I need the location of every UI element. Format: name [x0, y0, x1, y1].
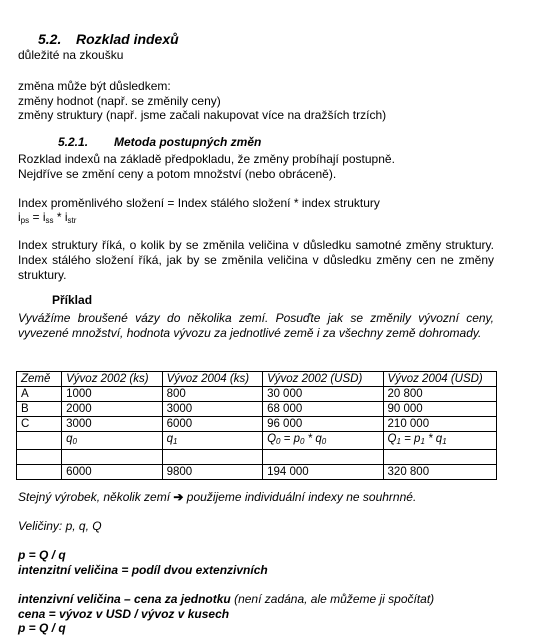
p-formula-2: p = Q / q — [18, 621, 66, 635]
table-cell — [383, 450, 496, 465]
table-cell-q1 — [162, 432, 262, 450]
table-cell: A — [17, 387, 62, 402]
table-cell: 6000 — [162, 417, 262, 432]
intensive-rest: – cena za jednotku — [120, 592, 235, 606]
table-cell: 68 000 — [263, 402, 383, 417]
table-header-cell: Vývoz 2004 (USD) — [383, 372, 496, 387]
table-cell — [17, 465, 62, 480]
symbol-p: p — [414, 433, 421, 445]
individual-indices-note — [18, 490, 416, 504]
table-cell: 9800 — [162, 465, 262, 480]
table-cell — [17, 432, 62, 450]
table-cell: 96 000 — [263, 417, 383, 432]
price-definition: cena = vývoz v USD / vývoz v kusech — [18, 607, 230, 621]
table-header-row — [17, 372, 497, 387]
table-header-cell: Vývoz 2002 (ks) — [62, 372, 162, 387]
table-cell: 90 000 — [383, 402, 496, 417]
explanation-paragraph: Index struktury říká, o kolik by se změnila veličina v důsledku samotné změny struktury. Index stálého složení říká, jak by se změnila veličina v důsledku změny cen ne změny struktury. — [18, 238, 494, 282]
symbol-sub: 1 — [420, 437, 425, 446]
table-cell: 800 — [162, 387, 262, 402]
section-title: Rozklad indexů — [76, 31, 179, 47]
formula-sub-ss: ss — [45, 216, 54, 225]
change-structure: změny struktury (např. jsme začali nakupovat více na dražších trzích) — [18, 108, 387, 122]
section-heading — [38, 31, 179, 47]
symbol-sub: 1 — [396, 437, 401, 446]
symbol-times: * — [424, 433, 436, 445]
symbol-p: p — [293, 433, 300, 445]
table-cell: 20 800 — [383, 387, 496, 402]
symbol-Q: Q — [267, 433, 277, 445]
symbol-sub: 0 — [321, 437, 327, 446]
symbol-q: q — [435, 433, 443, 445]
intensive-note: (není zadána, ale můžeme ji spočítat) — [234, 592, 435, 606]
formula-symbolic — [18, 210, 76, 228]
note-text: použijeme individuální indexy ne souhrnné. — [183, 490, 417, 504]
symbol-q: q — [166, 433, 173, 445]
arrow-icon: ➔ — [173, 490, 184, 504]
table-cell — [162, 450, 262, 465]
table-cell: 3000 — [62, 417, 162, 432]
table-row — [17, 387, 497, 402]
table-cell — [62, 450, 162, 465]
table-cell: 194 000 — [263, 465, 383, 480]
table-cell: 6000 — [62, 465, 162, 480]
formula-sub-str: str — [67, 216, 77, 225]
section-number: 5.2. — [38, 31, 62, 47]
table-cell — [17, 450, 62, 465]
change-values: změny hodnot (např. se změnily ceny) — [18, 94, 221, 108]
intensive-price-line — [18, 592, 434, 606]
table-cell-Q1 — [383, 432, 496, 450]
table-empty-row — [17, 450, 497, 465]
symbol-equals: = — [400, 433, 415, 445]
table-cell: 210 000 — [383, 417, 496, 432]
formula-i: i — [42, 210, 46, 224]
table-header-cell: Vývoz 2002 (USD) — [263, 372, 383, 387]
table-cell: 320 800 — [383, 465, 496, 480]
change-intro: změna může být důsledkem: — [18, 79, 171, 93]
note-text: Stejný výrobek, několik zemí — [18, 490, 174, 504]
table-total-row — [17, 465, 497, 480]
variables-line: Veličiny: p, q, Q — [18, 519, 102, 533]
subsection-heading — [58, 135, 261, 149]
method-line-2: Nejdříve se změní ceny a potom množství (nebo obráceně). — [18, 167, 337, 181]
table-cell: 1000 — [62, 387, 162, 402]
symbol-sub: 1 — [173, 437, 178, 446]
table-cell-Q0 — [263, 432, 383, 450]
formula-i: i — [18, 210, 21, 224]
subsection-number: 5.2.1. — [58, 135, 89, 149]
table-row — [17, 417, 497, 432]
p-formula-1: p = Q / q — [18, 548, 66, 562]
table-cell: 3000 — [162, 402, 262, 417]
table-cell-q0 — [62, 432, 162, 450]
exam-note: důležité na zkoušku — [18, 48, 124, 62]
subsection-title: Metoda postupných změn — [114, 135, 262, 149]
example-text: Vyvážíme broušené vázy do několika zemí. Posuďte jak se změnily vývozní ceny, vyvezené množství, hodnota vývozu za jednotlivé země i za všechny země dohromady. — [18, 311, 494, 340]
table-row — [17, 402, 497, 417]
formula-text: Index proměnlivého složení = Index stálého složení * index struktury — [18, 196, 380, 210]
symbol-sub: 1 — [442, 437, 447, 446]
symbol-sub: 0 — [72, 437, 77, 446]
symbol-q: q — [315, 433, 322, 445]
formula-times: * — [53, 210, 65, 224]
formula-sub-ps: ps — [20, 216, 30, 225]
symbol-sub: 0 — [276, 437, 281, 446]
formula-equals: = — [29, 210, 43, 224]
table-cell: 2000 — [62, 402, 162, 417]
symbol-times: * — [304, 433, 316, 445]
table-header-cell: Vývoz 2004 (ks) — [162, 372, 262, 387]
symbol-q: q — [66, 433, 73, 445]
table-cell: B — [17, 402, 62, 417]
table-header-cell: Země — [17, 372, 62, 387]
table-cell: C — [17, 417, 62, 432]
intensive-label: intenzivní veličina — [18, 592, 121, 606]
formula-i: i — [64, 210, 68, 224]
table-symbol-row — [17, 432, 497, 450]
symbol-equals: = — [280, 433, 294, 445]
example-title: Příklad — [52, 293, 93, 307]
intensive-definition: intenzitní veličina = podíl dvou extenzivních — [18, 563, 268, 577]
symbol-Q: Q — [387, 433, 397, 445]
symbol-sub: 0 — [299, 437, 305, 446]
method-line-1: Rozklad indexů na základě předpokladu, že změny probíhají postupně. — [18, 152, 395, 166]
export-table — [16, 371, 497, 480]
table-cell: 30 000 — [263, 387, 383, 402]
table-cell — [263, 450, 383, 465]
